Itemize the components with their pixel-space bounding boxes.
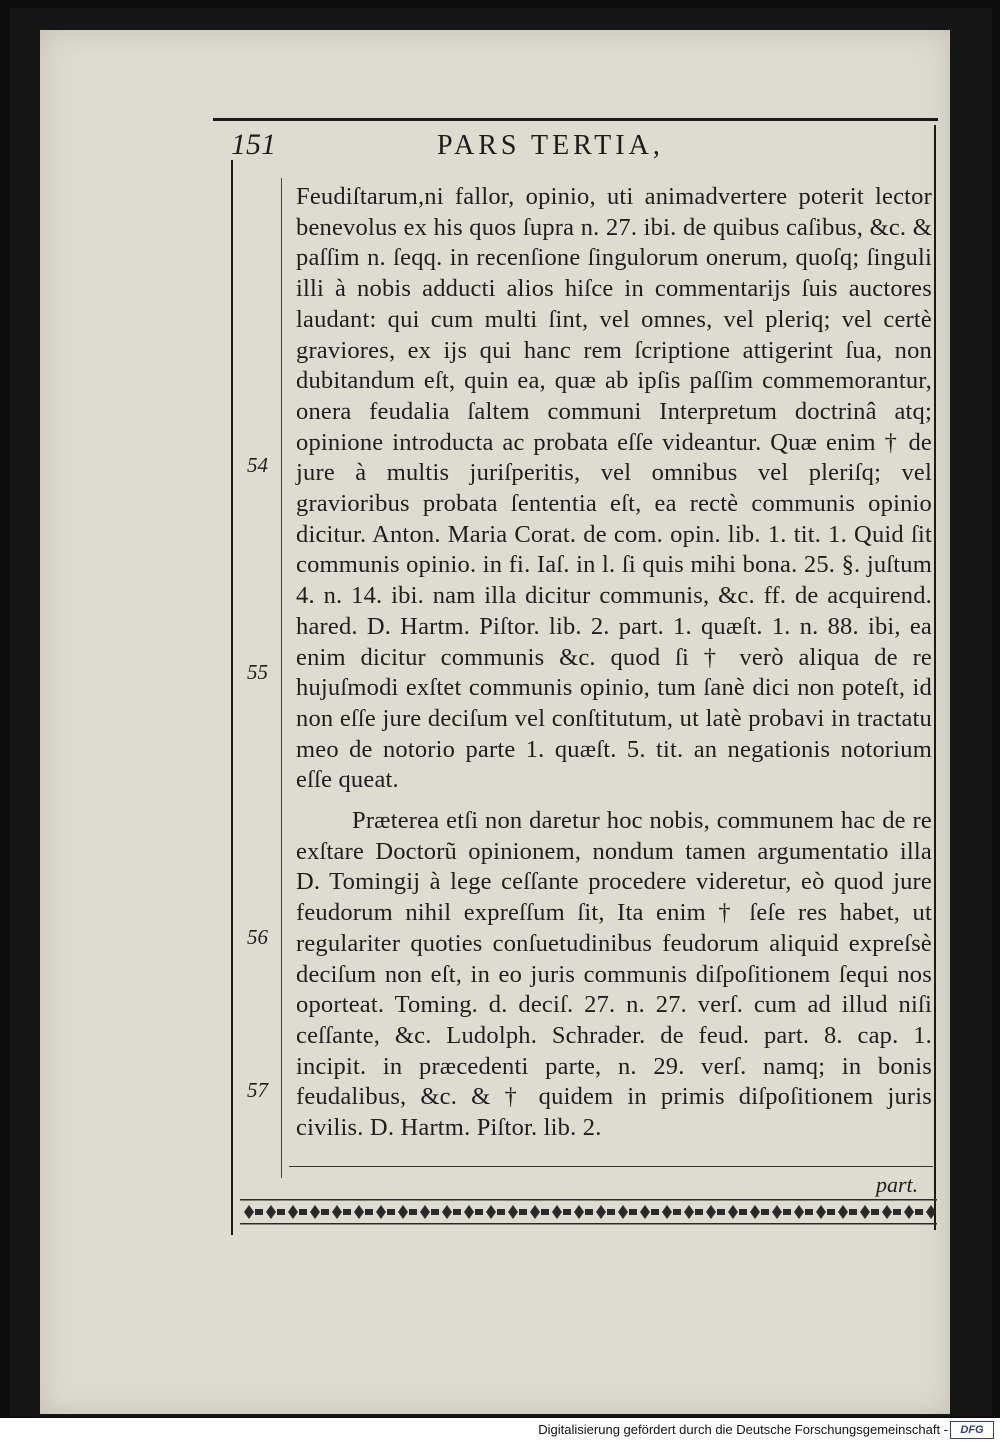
ornament-unit xyxy=(310,1205,329,1219)
ornament-unit xyxy=(574,1205,593,1219)
footer-bar xyxy=(0,1418,1000,1443)
ornament-unit xyxy=(662,1205,681,1219)
ornament-unit xyxy=(376,1205,395,1219)
dfg-logo: DFG xyxy=(950,1421,994,1439)
ornament-unit xyxy=(442,1205,461,1219)
ornament-unit xyxy=(618,1205,637,1219)
header-rule xyxy=(213,118,938,121)
ornament-unit xyxy=(486,1205,505,1219)
ornament-unit xyxy=(728,1205,747,1219)
margin-number-55: 55 xyxy=(247,660,268,684)
ornament-unit xyxy=(332,1205,351,1219)
running-head: PARS TERTIA, xyxy=(437,130,664,161)
ornament-unit xyxy=(838,1205,857,1219)
text-column-rule xyxy=(281,178,282,1178)
ornament-unit xyxy=(904,1205,923,1219)
margin-number-57: 57 xyxy=(247,1078,268,1102)
ornament-unit xyxy=(750,1205,769,1219)
ornament-unit xyxy=(420,1205,439,1219)
margin-number-56: 56 xyxy=(247,925,268,949)
ornament-unit xyxy=(882,1205,901,1219)
ornament-unit xyxy=(794,1205,813,1219)
ornament-unit xyxy=(684,1205,703,1219)
ornament-unit xyxy=(596,1205,615,1219)
ornament-unit xyxy=(860,1205,879,1219)
margin-number-54: 54 xyxy=(247,453,268,477)
footer-credit: Digitalisierung gefördert durch die Deutsche Forschungsgemeinschaft - xyxy=(538,1422,948,1437)
right-frame-rule xyxy=(934,125,936,1230)
ornament-unit xyxy=(354,1205,373,1219)
page-number: 151 xyxy=(231,128,276,161)
ornament-unit xyxy=(816,1205,835,1219)
ornament-unit xyxy=(288,1205,307,1219)
ornament-unit xyxy=(244,1205,263,1219)
ornament-unit xyxy=(398,1205,417,1219)
paragraph-2: Præterea etſi non daretur hoc nobis, communem hac de re exſtare Doctorũ opinionem, nondum tamen argumentatio illa D. Tomingij à lege ceſſante procedere videretur, eò quod jure feudorum nihil expreſſum ſit, Ita enim † ſeſe res habet, ut regulariter quoties conſuetudinibus feudorum aliquid expreſsè deciſum non eſt, in eo juris communis diſpoſitionem ſequi nos oporteat. Toming. d. deciſ. 27. n. 27. verſ. cum ad illud niſi ceſſante, &c. Ludolph. Schrader. de feud. part. 8. cap. 1. incipit. in præcedenti parte, n. 29. verſ. namq; in bonis feudalibus, &c. & † quidem in primis diſpoſitionem juris civilis. D. Hartm. Piſtor. lib. 2. xyxy=(296,807,932,1142)
catchword: part. xyxy=(876,1172,919,1197)
paragraph-1: Feudiſtarum,ni fallor, opinio, uti animadvertere poterit lector benevolus ex his quos ſupra n. 27. ibi. de quibus caſibus, &c. & paſſim n. ſeqq. in recenſione ſingulorum onerum, quoſq; ſinguli illi à nobis adducti alios hiſce in commentarijs ſuis auctores laudant: qui cum multi ſint, vel omnes, vel pleriq; vel certè graviores, ex ijs qui hanc rem ſcriptione attigerint ſua, non dubitandum eſt, quin ea, quæ ab ipſis paſſim commemorantur, onera feudalia ſaltem communi Interpretum doctrinâ atq; opinione introducta ac probata eſſe videantur. Quæ enim † de jure à multis juriſperitis, vel omnibus vel pleriſq; vel gravioribus probata ſententia eſt, ea rectè communis opinio dicitur. Anton. Maria Corat. de com. opin. lib. 1. tit. 1. Quid ſit communis opinio. in fi. Iaſ. in l. ſi quis mihi bona. 25. §. juſtum 4. n. 14. ibi. nam illa dicitur communis, &c. ff. de acquirend. hared. D. Hartm. Piſtor. lib. 2. part. 1. quæſt. 1. n. 88. ibi, ea enim dicitur communis &c. quod ſi † verò aliqua de re hujuſmodi exſtet communis opinio, tum ſanè dici non poteſt, id non eſſe jure deciſum vel conſtitutum, ut latè probavi in tractatu meo de notorio parte 1. quæſt. 5. tit. an negationis notorium eſſe queat. xyxy=(296,183,932,794)
ornament-unit xyxy=(640,1205,659,1219)
left-frame-rule xyxy=(231,160,233,1235)
ornament-unit xyxy=(706,1205,725,1219)
footer-rule xyxy=(289,1166,933,1167)
ornament-unit xyxy=(464,1205,483,1219)
ornament-unit xyxy=(508,1205,527,1219)
ornament-unit xyxy=(552,1205,571,1219)
ornament-unit xyxy=(530,1205,549,1219)
ornament-unit xyxy=(926,1205,937,1219)
ornament-border xyxy=(240,1197,937,1227)
ornament-unit xyxy=(772,1205,791,1219)
ornament-unit xyxy=(266,1205,285,1219)
